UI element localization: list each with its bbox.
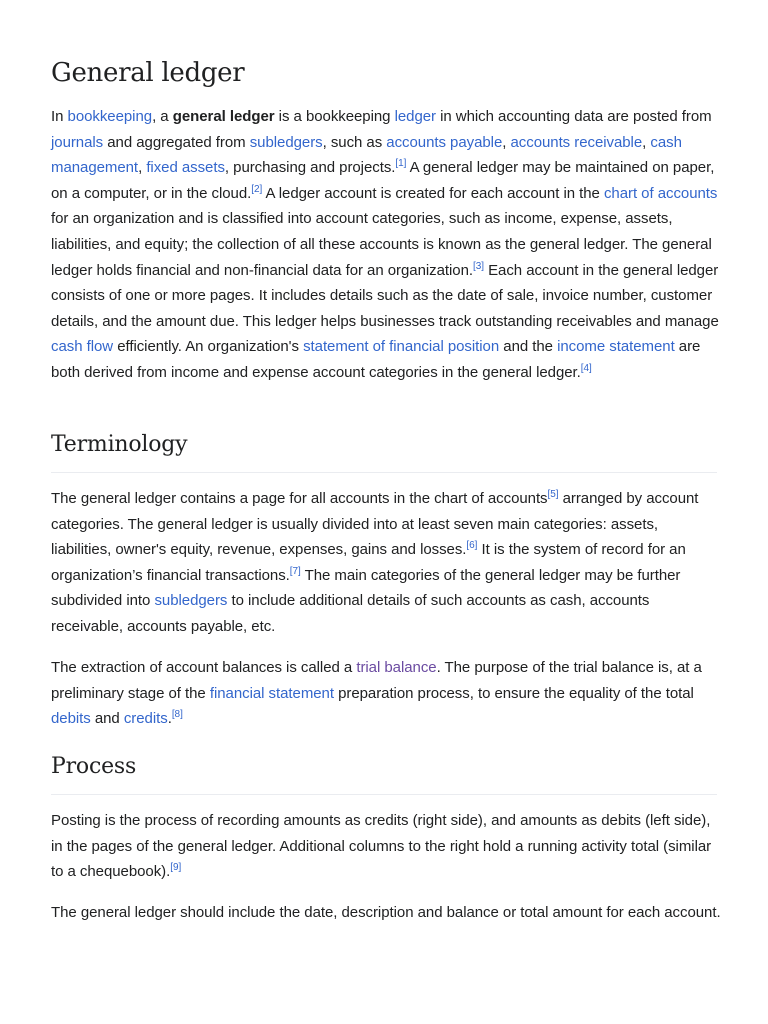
section-divider — [51, 794, 717, 795]
link-financial-statement[interactable]: financial statement — [209, 684, 334, 702]
link-debits[interactable]: debits — [51, 710, 91, 728]
link-bookkeeping[interactable]: bookkeeping — [67, 108, 153, 125]
link-trial-balance[interactable]: trial balance — [356, 659, 437, 676]
link-cash-management[interactable]: cash management — [51, 133, 682, 177]
link-accounts-receivable[interactable]: accounts receivable — [510, 133, 643, 151]
process-paragraph-1: Posting is the process of recording amounts as credits (right side), and amounts as debits (left side), in the pages of the general ledger. Additional columns to the right hold a running activity total (similar to a chequebook).[9] — [51, 812, 712, 881]
citation[interactable]: [9] — [170, 862, 182, 874]
citation[interactable]: [8] — [171, 709, 183, 721]
link-subledgers[interactable]: subledgers — [154, 592, 228, 610]
citation[interactable]: [6] — [466, 540, 478, 552]
terminology-paragraph-2: The extraction of account balances is called a trial balance. The purpose of the trial balance is, at a preliminary stage of the financial statement preparation process, to ensure the equality of the total debits and credits.[8] — [51, 659, 702, 728]
link-journals[interactable]: journals — [51, 133, 104, 151]
intro-paragraph: In bookkeeping, a general ledger is a bookkeeping ledger in which accounting data are posted from journals and aggregated from subledgers, such as accounts payable, accounts receivable, cash management, fixed assets, purchasing and projects.[1] A general ledger may be maintained on paper, on a computer, or in the cloud.[2] A ledger account is created for each account in the chart of accounts for an organization and is classified into account categories, such as income, expense, assets, liabilities, and equity; the collection of all these accounts is known as the general ledger. The general ledger holds financial and non-financial data for an organization.[3] Each account in the general ledger consists of one or more pages. It includes details such as the date of sale, invoice number, customer details, and the amount due. This ledger helps businesses track outstanding receivables and manage cash flow efficiently. An organization's statement of financial position and the income statement are both derived from income and expense account categories in the general ledger.[4] — [51, 108, 719, 381]
citation[interactable]: [5] — [547, 489, 559, 500]
citation[interactable]: [7] — [289, 565, 301, 577]
link-fixed-assets[interactable]: fixed assets — [146, 159, 225, 177]
citation[interactable]: [4] — [580, 362, 592, 374]
section-heading: Process — [51, 754, 137, 779]
section-divider — [51, 472, 717, 473]
section-heading: Terminology — [51, 432, 188, 457]
section-header-terminology — [51, 430, 717, 473]
link-accounts-payable[interactable]: accounts payable — [386, 133, 503, 151]
citation[interactable]: [1] — [395, 158, 407, 170]
link-subledgers[interactable]: subledgers — [249, 133, 323, 151]
link-cash-flow[interactable]: cash flow — [51, 338, 114, 356]
link-credits[interactable]: credits — [123, 710, 168, 728]
bold-term: general ledger — [172, 108, 275, 125]
page-title: General ledger — [51, 58, 245, 88]
citation[interactable]: [2] — [251, 183, 263, 195]
link-statement-of-financial-position[interactable]: statement of financial position — [303, 338, 500, 356]
section-header-process — [51, 752, 717, 795]
link-income-statement[interactable]: income statement — [557, 338, 675, 356]
link-ledger[interactable]: ledger — [394, 108, 436, 125]
process-paragraph-2: The general ledger should include the date, description and balance or total amount for each account. — [51, 904, 721, 921]
link-chart-of-accounts[interactable]: chart of accounts — [603, 184, 718, 202]
citation[interactable]: [3] — [473, 260, 484, 272]
terminology-paragraph-1: The general ledger contains a page for all accounts in the chart of accounts[5] arranged by account categories. The general ledger is usually divided into at least seven main categories: assets, liabilities, owner's equity, revenue, expenses, gains and losses.[6] It is the system of record for an organization’s financial transactions.[7] The main categories of the general ledger may be further subdivided into subledgers to include additional details of such accounts as cash, accounts receivable, accounts payable, etc. — [51, 489, 699, 635]
